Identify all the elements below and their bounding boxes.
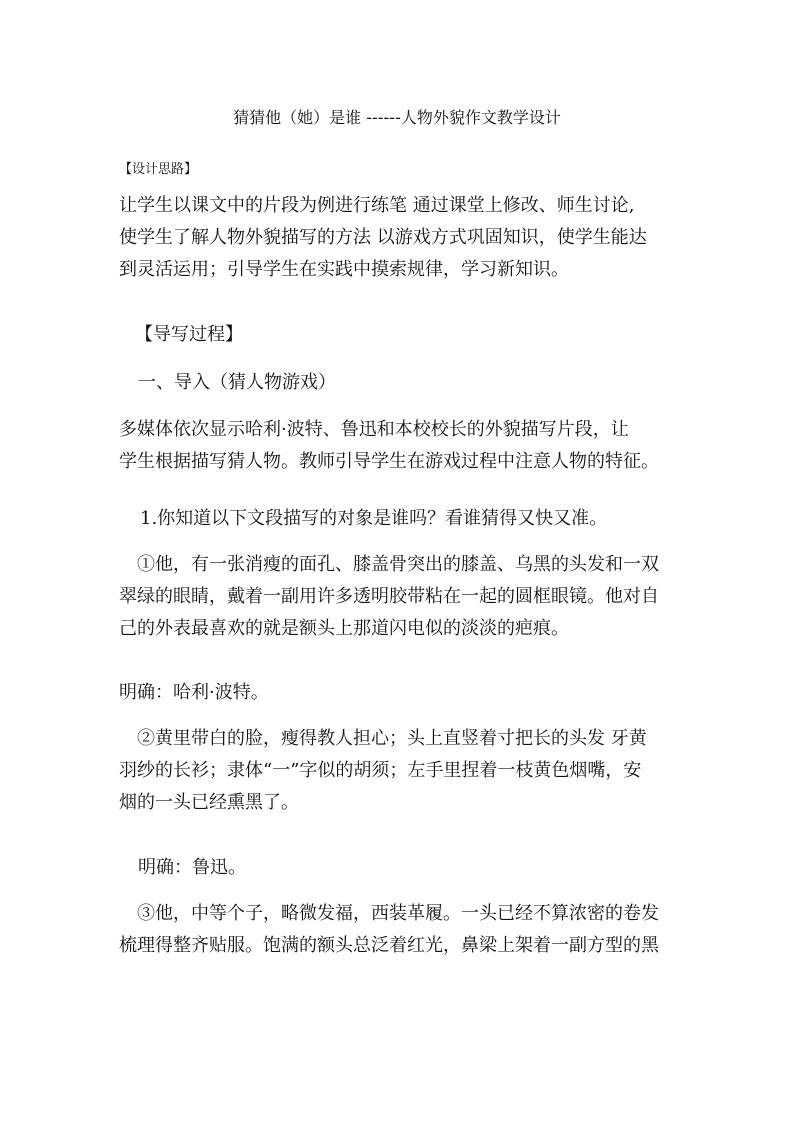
intro-paragraph — [119, 414, 679, 478]
passage-one — [119, 549, 679, 645]
answer-one — [119, 677, 679, 709]
paragraph-line: 烟的一头已经熏黑了。 — [119, 792, 299, 813]
question-one — [140, 503, 700, 535]
answer-text: 明确：鲁迅。 — [138, 857, 246, 878]
paragraph-line: 己的外表最喜欢的就是额头上那道闪电似的淡淡的疤痕。 — [119, 618, 569, 639]
paragraph-line: 翠绿的眼睛，戴着一副用许多透明胶带粘在一起的圆框眼镜。他对自 — [119, 586, 659, 607]
paragraph-line: 羽纱的长衫；隶体“一”字似的胡须；左手里捏着一枝黄色烟嘴，安 — [119, 760, 642, 781]
paragraph-line: 到灵活运用；引导学生在实践中摸索规律，学习新知识。 — [119, 259, 569, 280]
paragraph-line: 让学生以课文中的片段为例进行练笔 通过课堂上修改、师生讨论, — [119, 195, 635, 216]
passage-two — [119, 723, 679, 819]
heading-text: 一、导入（猜人物游戏） — [138, 372, 336, 393]
question-text: 1.你知道以下文段描写的对象是谁吗？看谁猜得又快又准。 — [140, 508, 608, 529]
section-one-heading — [138, 367, 698, 399]
design-label: 【设计思路】 — [119, 162, 198, 177]
answer-two — [138, 852, 698, 884]
paragraph-line: 学生根据描写猜人物。教师引导学生在游戏过程中注意人物的特征。 — [119, 451, 659, 472]
design-paragraph — [119, 190, 679, 286]
paragraph-line: 梳理得整齐贴服。饱满的额头总泛着红光，鼻梁上架着一副方型的黑 — [119, 935, 659, 956]
document-title: 猜猜他（她）是谁 ------人物外貌作文教学设计 — [233, 108, 561, 127]
paragraph-line: ①他，有一张消瘦的面孔、膝盖骨突出的膝盖、乌黑的头发和一双 — [137, 554, 659, 575]
passage-three — [119, 898, 679, 962]
paragraph-line: 使学生了解人物外貌描写的方法 以游戏方式巩固知识，使学生能达 — [119, 227, 647, 248]
paragraph-line: 多媒体依次显示哈利·波特、鲁迅和本校校长的外貌描写片段，让 — [119, 419, 629, 440]
heading-text: 【导写过程】 — [135, 324, 243, 345]
paragraph-line: ②黄里带白的脸，瘦得教人担心；头上直竖着寸把长的头发 牙黄 — [137, 728, 647, 749]
paragraph-line: ③他，中等个子，略微发福，西装革履。一头已经不算浓密的卷发 — [137, 903, 659, 924]
process-heading — [135, 319, 695, 351]
answer-text: 明确：哈利·波特。 — [119, 682, 269, 703]
